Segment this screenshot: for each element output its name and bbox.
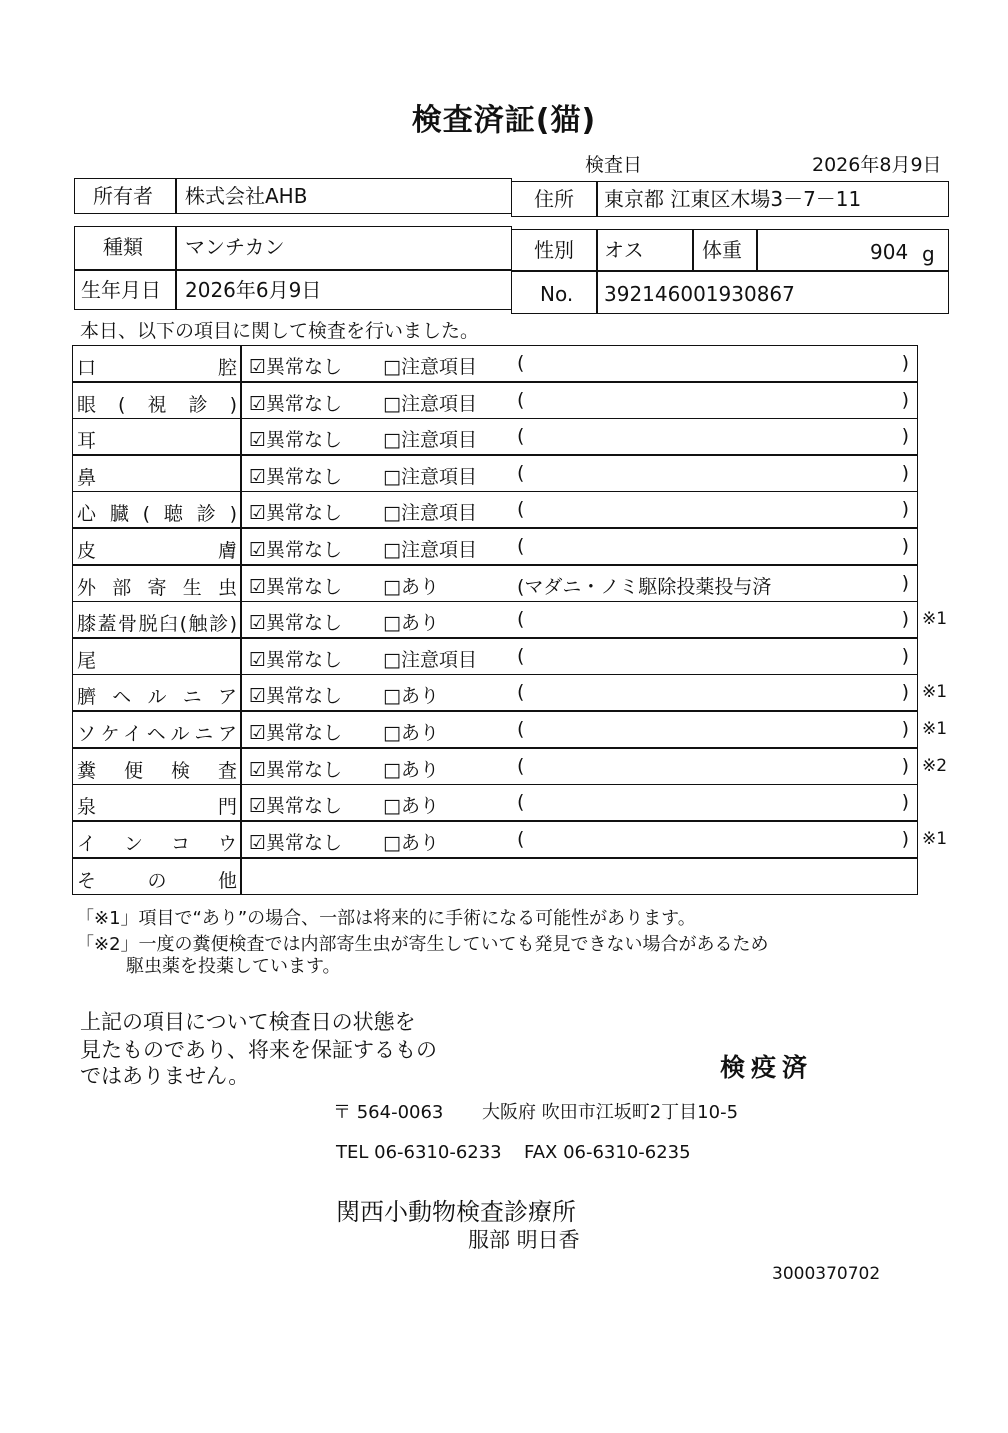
attention-checkbox[interactable]: □あり: [383, 612, 439, 635]
postal-code: 〒 564-0063: [333, 1102, 444, 1123]
breed-label: 種類: [103, 235, 143, 259]
no-abnormality-checkbox[interactable]: ☑異常なし: [249, 648, 343, 671]
exam-note: (: [517, 425, 525, 448]
sex-value: オス: [604, 238, 644, 262]
no-abnormality-checkbox[interactable]: ☑異常なし: [249, 392, 343, 415]
birth-label: 生年月日: [81, 278, 161, 302]
exam-date-label: 検査日: [585, 154, 643, 176]
attention-checkbox[interactable]: □注意項目: [383, 502, 477, 525]
birth-value: 2026年6月9日: [185, 278, 322, 302]
exam-note-close: ): [901, 425, 909, 448]
attention-checkbox[interactable]: □あり: [383, 685, 439, 708]
exam-item-label: インコウ: [77, 832, 237, 855]
no-abnormality-checkbox[interactable]: ☑異常なし: [249, 722, 343, 744]
exam-item-label: 泉門: [77, 796, 237, 819]
exam-item-label: 臍ヘルニア: [77, 686, 237, 709]
exam-note: (: [517, 535, 525, 557]
clinic-tel: TEL 06-6310-6233: [336, 1142, 502, 1163]
exam-row: [72, 711, 918, 748]
footnote-mark: ※1: [922, 609, 948, 630]
vet-name: 服部 明日香: [468, 1228, 580, 1252]
pet-info-right: [511, 229, 949, 314]
exam-item-label: 膝蓋骨脱臼(触診): [77, 613, 237, 636]
no-abnormality-checkbox[interactable]: ☑異常なし: [249, 795, 343, 818]
footnote-mark: ※1: [922, 828, 948, 849]
no-abnormality-checkbox[interactable]: ☑異常なし: [249, 356, 343, 378]
exam-note-close: ): [901, 461, 909, 484]
exam-row: [72, 382, 918, 419]
footnote-mark: ※1: [922, 719, 948, 739]
attention-checkbox[interactable]: □あり: [383, 575, 439, 598]
exam-row: [72, 491, 918, 528]
attention-checkbox[interactable]: □注意項目: [383, 429, 477, 452]
note-2: 「※2」一度の糞便検査では内部寄生虫が寄生していても発見できない場合があるため: [76, 934, 769, 955]
exam-row: [72, 784, 918, 821]
exam-item-label: 糞便検査: [77, 759, 237, 782]
exam-note: (: [517, 608, 525, 631]
sex-label: 性別: [534, 238, 574, 262]
exam-note-close: ): [901, 681, 909, 704]
exam-note-close: ): [901, 388, 909, 411]
attention-checkbox[interactable]: □注意項目: [383, 539, 477, 561]
exam-date-value: 2026年8月9日: [812, 154, 942, 176]
no-abnormality-checkbox[interactable]: ☑異常なし: [249, 539, 343, 561]
note-3: 駆虫薬を投薬しています。: [126, 956, 341, 977]
attention-checkbox[interactable]: □あり: [383, 758, 439, 781]
exam-item-label: 耳: [77, 430, 97, 453]
clinic-fax: FAX 06-6310-6235: [524, 1142, 691, 1163]
no-abnormality-checkbox[interactable]: ☑異常なし: [249, 831, 343, 854]
exam-note-close: ): [901, 791, 909, 814]
exam-note-close: ): [901, 718, 909, 740]
breed-value: マンチカン: [185, 235, 285, 259]
exam-item-label: ソケイヘルニア: [77, 723, 237, 745]
pet-info-left: [74, 226, 512, 310]
document-title: 検査済証(猫): [411, 103, 597, 138]
exam-note-close: ): [901, 352, 909, 374]
intro-text: 本日、以下の項目に関して検査を行いました。: [80, 320, 480, 342]
exam-note-close: ): [901, 498, 909, 521]
weight-unit: g: [922, 242, 935, 266]
number-value: 392146001930867: [604, 282, 795, 306]
exam-row: [72, 748, 918, 785]
no-abnormality-checkbox[interactable]: ☑異常なし: [249, 758, 343, 781]
exam-item-label: 尾: [77, 649, 97, 672]
exam-note: (: [517, 754, 525, 777]
owner-box: [74, 178, 512, 214]
attention-checkbox[interactable]: □注意項目: [383, 392, 477, 415]
no-abnormality-checkbox[interactable]: ☑異常なし: [249, 575, 343, 598]
note-1: 「※1」項目で“あり”の場合、一部は将来的に手術になる可能性があります。: [76, 908, 696, 929]
exam-item-label: 外部寄生虫: [77, 576, 237, 599]
exam-note: (: [517, 827, 525, 850]
exam-row: [72, 565, 918, 602]
exam-note: (: [517, 352, 525, 374]
clinic-name: 関西小動物検査診療所: [336, 1198, 576, 1226]
exam-note-close: ): [901, 571, 909, 594]
exam-note: (: [517, 498, 525, 521]
other-label: その他: [77, 870, 237, 892]
exam-row: [72, 418, 918, 455]
footnote-mark: ※1: [922, 682, 948, 703]
no-abnormality-checkbox[interactable]: ☑異常なし: [249, 465, 343, 488]
exam-item-label: 鼻: [77, 466, 97, 489]
exam-note: (マダニ・ノミ駆除投薬投与済: [517, 575, 772, 598]
attention-checkbox[interactable]: □注意項目: [383, 465, 477, 488]
exam-row: [72, 345, 918, 382]
number-label: No.: [540, 282, 574, 306]
exam-item-label: 皮膚: [77, 540, 237, 562]
owner-value: 株式会社AHB: [185, 184, 308, 208]
exam-row: [72, 455, 918, 492]
exam-row: [72, 821, 918, 858]
exam-note: (: [517, 681, 525, 704]
address-label: 住所: [534, 187, 574, 211]
attention-checkbox[interactable]: □あり: [383, 795, 439, 818]
attention-checkbox[interactable]: □注意項目: [383, 356, 477, 378]
exam-note-close: ): [901, 535, 909, 557]
disclaimer-1: 上記の項目について検査日の状態を: [80, 1010, 416, 1034]
exam-note: (: [517, 718, 525, 740]
clinic-address: 大阪府 吹田市江坂町2丁目10-5: [482, 1102, 739, 1123]
footnote-mark: ※2: [922, 755, 948, 776]
no-abnormality-checkbox[interactable]: ☑異常なし: [249, 685, 343, 708]
exam-note-close: ): [901, 827, 909, 850]
address-value: 東京都 江東区木場3－7－11: [604, 187, 862, 211]
inspection-stamp: 検疫済: [720, 1053, 814, 1082]
exam-row: [72, 638, 918, 675]
weight-label: 体重: [702, 238, 742, 262]
exam-row: [72, 601, 918, 638]
exam-item-label: 心臓(聴診): [77, 503, 237, 526]
exam-item-label: 口腔: [77, 357, 237, 379]
other-row: [72, 858, 918, 895]
no-abnormality-checkbox[interactable]: ☑異常なし: [249, 502, 343, 525]
exam-note: (: [517, 388, 525, 411]
document-id: 3000370702: [772, 1264, 881, 1284]
no-abnormality-checkbox[interactable]: ☑異常なし: [249, 612, 343, 635]
disclaimer-3: ではありません。: [80, 1064, 250, 1088]
no-abnormality-checkbox[interactable]: ☑異常なし: [249, 429, 343, 452]
attention-checkbox[interactable]: □あり: [383, 722, 439, 744]
exam-note: (: [517, 791, 525, 814]
address-box: [511, 181, 949, 217]
weight-value: 904: [870, 240, 909, 264]
exam-note-close: ): [901, 644, 909, 667]
exam-note: (: [517, 644, 525, 667]
attention-checkbox[interactable]: □注意項目: [383, 648, 477, 671]
exam-row: [72, 528, 918, 565]
exam-note-close: ): [901, 754, 909, 777]
exam-item-label: 眼(視診): [77, 393, 237, 416]
attention-checkbox[interactable]: □あり: [383, 831, 439, 854]
exam-note: (: [517, 461, 525, 484]
disclaimer-2: 見たものであり、将来を保証するもの: [80, 1038, 437, 1062]
exam-note-close: ): [901, 608, 909, 631]
owner-label: 所有者: [93, 184, 153, 208]
exam-row: [72, 674, 918, 711]
